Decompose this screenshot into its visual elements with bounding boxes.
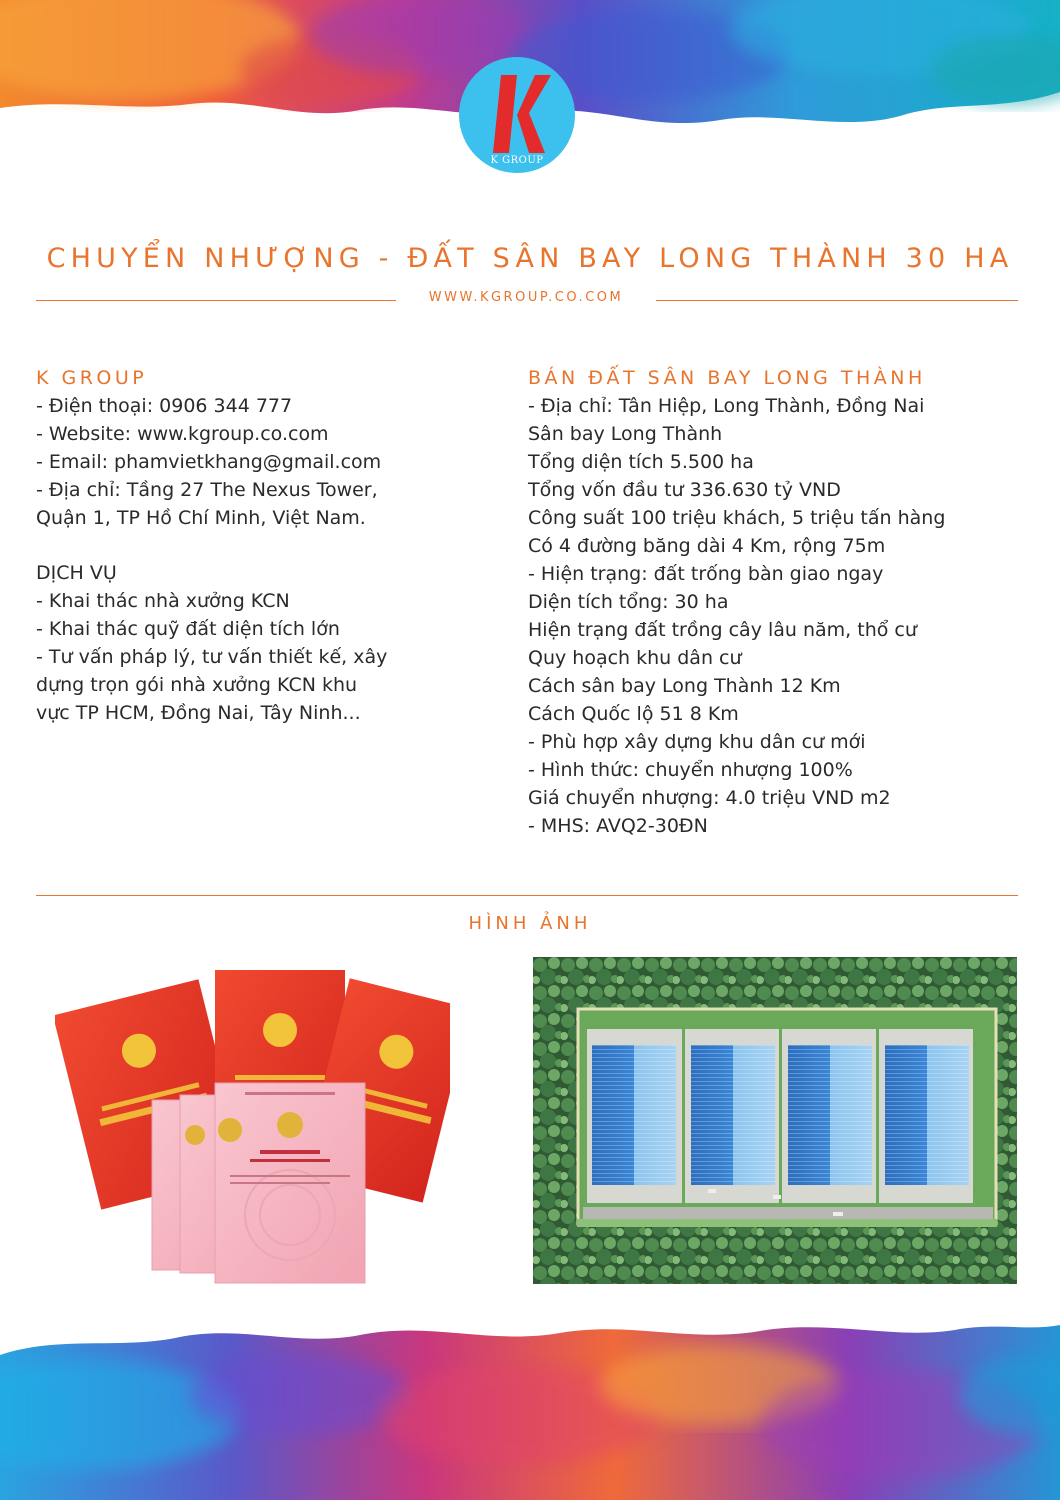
listing-line: Giá chuyển nhượng: 4.0 triệu VND m2 bbox=[528, 787, 891, 809]
listing-line: - MHS: AVQ2-30ĐN bbox=[528, 815, 708, 837]
contact-phone[interactable]: - Điện thoại: 0906 344 777 bbox=[36, 395, 293, 417]
bottom-decorative-band bbox=[0, 1295, 1060, 1500]
contact-column bbox=[36, 364, 476, 727]
gallery-heading: HÌNH ẢNH bbox=[468, 913, 592, 934]
service-item: - Tư vấn pháp lý, tư vấn thiết kế, xây bbox=[36, 646, 388, 668]
listing-line: Sân bay Long Thành bbox=[528, 423, 723, 445]
listing-heading: BÁN ĐẤT SÂN BAY LONG THÀNH bbox=[528, 367, 926, 389]
section-divider bbox=[36, 895, 1018, 896]
listing-line: Tổng diện tích 5.500 ha bbox=[528, 451, 754, 473]
listing-line: Công suất 100 triệu khách, 5 triệu tấn hàng bbox=[528, 507, 946, 529]
website-link[interactable]: WWW.KGROUP.CO.COM bbox=[428, 290, 624, 305]
listing-line: Có 4 đường băng dài 4 Km, rộng 75m bbox=[528, 535, 886, 557]
service-item-cont: dựng trọn gói nhà xưởng KCN khu bbox=[36, 674, 358, 696]
land-certificates-image[interactable] bbox=[55, 965, 450, 1290]
listing-line: Diện tích tổng: 30 ha bbox=[528, 591, 729, 613]
logo-text: K GROUP bbox=[490, 155, 544, 166]
listing-line: - Địa chỉ: Tân Hiệp, Long Thành, Đồng Nai bbox=[528, 395, 925, 417]
contact-address: - Địa chỉ: Tầng 27 The Nexus Tower, bbox=[36, 479, 378, 501]
service-item-cont: vực TP HCM, Đồng Nai, Tây Ninh... bbox=[36, 702, 361, 724]
listing-line: - Hình thức: chuyển nhượng 100% bbox=[528, 759, 853, 781]
k-group-logo[interactable] bbox=[459, 57, 575, 173]
contact-heading: K GROUP bbox=[36, 367, 148, 389]
listing-line: - Hiện trạng: đất trống bàn giao ngay bbox=[528, 563, 884, 585]
divider-right bbox=[656, 300, 1018, 301]
listing-line: Quy hoạch khu dân cư bbox=[528, 647, 742, 669]
listing-line: Tổng vốn đầu tư 336.630 tỷ VND bbox=[528, 479, 841, 501]
contact-address-cont: Quận 1, TP Hồ Chí Minh, Việt Nam. bbox=[36, 507, 366, 529]
contact-email[interactable]: - Email: phamvietkhang@gmail.com bbox=[36, 451, 382, 473]
listing-line: Cách Quốc lộ 51 8 Km bbox=[528, 703, 739, 725]
contact-website[interactable]: - Website: www.kgroup.co.com bbox=[36, 423, 329, 445]
listing-line: - Phù hợp xây dựng khu dân cư mới bbox=[528, 731, 866, 753]
factory-site-plan-image[interactable] bbox=[533, 957, 1017, 1284]
listing-line: Cách sân bay Long Thành 12 Km bbox=[528, 675, 841, 697]
services-heading: DỊCH VỤ bbox=[36, 562, 117, 584]
service-item: - Khai thác quỹ đất diện tích lớn bbox=[36, 618, 340, 640]
divider-left bbox=[36, 300, 396, 301]
page-title: CHUYỂN NHƯỢNG - ĐẤT SÂN BAY LONG THÀNH 30 HA bbox=[46, 243, 1014, 274]
listing-column bbox=[528, 364, 1028, 840]
listing-line: Hiện trạng đất trồng cây lâu năm, thổ cư bbox=[528, 619, 917, 641]
service-item: - Khai thác nhà xưởng KCN bbox=[36, 590, 290, 612]
